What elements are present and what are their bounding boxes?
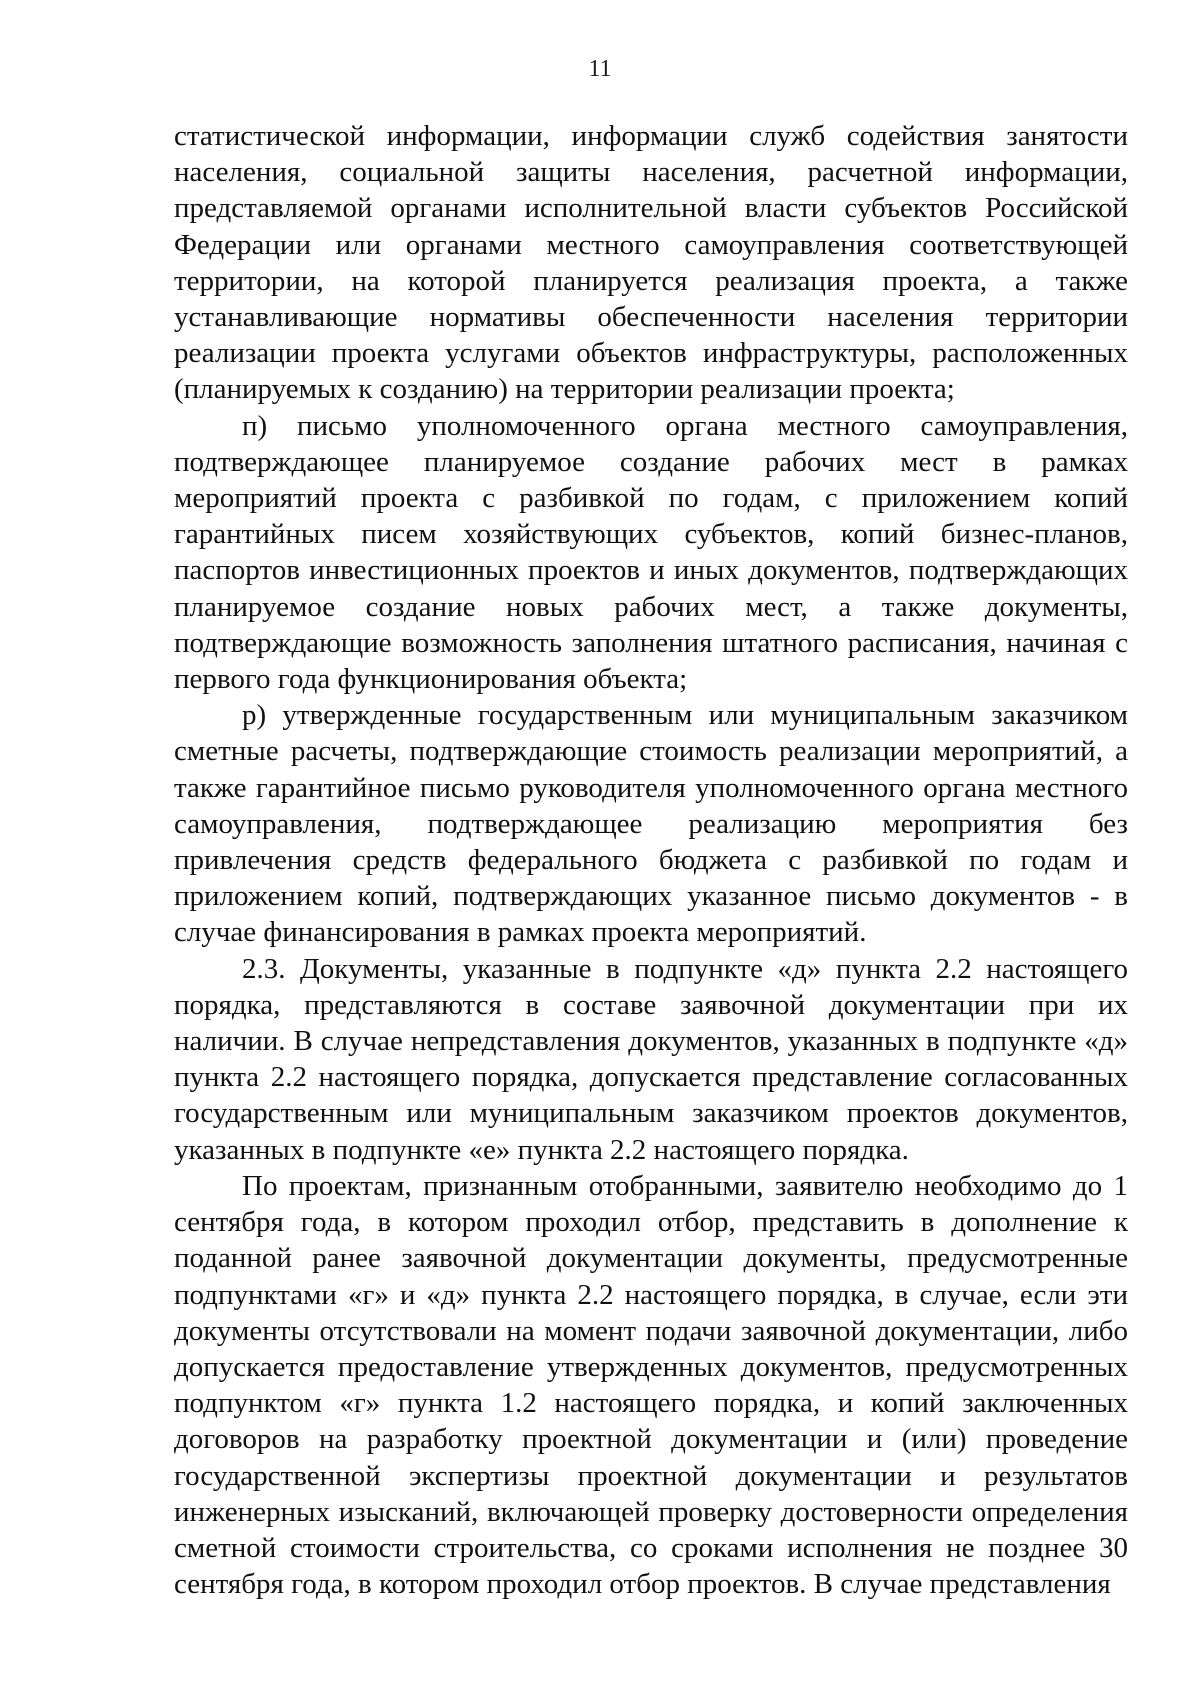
paragraph-selected-projects: По проектам, признанным отобранными, заявителю необходимо до 1 сентября года, в котором проходил отбор, представить в дополнение к поданной ранее заявочной документации документы, предусмотренные подпунктами «г» и «д» пункта 2.2 настоящего порядка, в случае, если эти документы отсутствовали на момент подачи заявочной документации, либо допускается предоставление утвержденных документов, предусмотренных подпунктом «г» пункта 1.2 настоящего порядка, и копий заключенных договоров на разработку проектной документации и (или) проведение государственной экспертизы проектной документации и результатов инженерных изысканий, включающей проверку достоверности определения сметной стоимости строительства, со сроками исполнения не позднее 30 сентября года, в котором проходил отбор проектов. В случае представления xyxy=(174,1169,1128,1601)
paragraph-continuation: статистической информации, информации служб содействия занятости населения, социальной защиты населения, расчетной информации, представляемой органами исполнительной власти субъектов Российской Федерации или органами местного самоуправления соответствующей территории, на которой планируется реализация проекта, а также устанавливающие нормативы обеспеченности населения территории реализации проекта услугами объектов инфраструктуры, расположенных (планируемых к созданию) на территории реализации проекта; xyxy=(174,120,1128,406)
document-body xyxy=(174,118,1128,1602)
paragraph-section-2-3: 2.3. Документы, указанные в подпункте «д» пункта 2.2 настоящего порядка, представляются в составе заявочной документации при их наличии. В случае непредставления документов, указанных в подпункте «д» пункта 2.2 настоящего порядка, допускается представление согласованных государственным или муниципальным заказчиком проектов документов, указанных в подпункте «е» пункта 2.2 настоящего порядка. xyxy=(174,952,1128,1166)
paragraph-item-r: р) утвержденные государственным или муниципальным заказчиком сметные расчеты, подтверждающие стоимость реализации мероприятий, а также гарантийное письмо руководителя уполномоченного органа местного самоуправления, подтверждающее реализацию мероприятия без привлечения средств федерального бюджета с разбивкой по годам и приложением копий, подтверждающих указанное письмо документов - в случае финансирования в рамках проекта мероприятий. xyxy=(174,699,1128,949)
paragraph-item-p: п) письмо уполномоченного органа местного самоуправления, подтверждающее планируемое создание рабочих мест в рамках мероприятий проекта с разбивкой по годам, с приложением копий гарантийных писем хозяйствующих субъектов, копий бизнес-планов, паспортов инвестиционных проектов и иных документов, подтверждающих планируемое создание новых рабочих мест, а также документы, подтверждающие возможность заполнения штатного расписания, начиная с первого года функционирования объекта; xyxy=(174,409,1128,696)
page-number: 11 xyxy=(588,56,612,82)
